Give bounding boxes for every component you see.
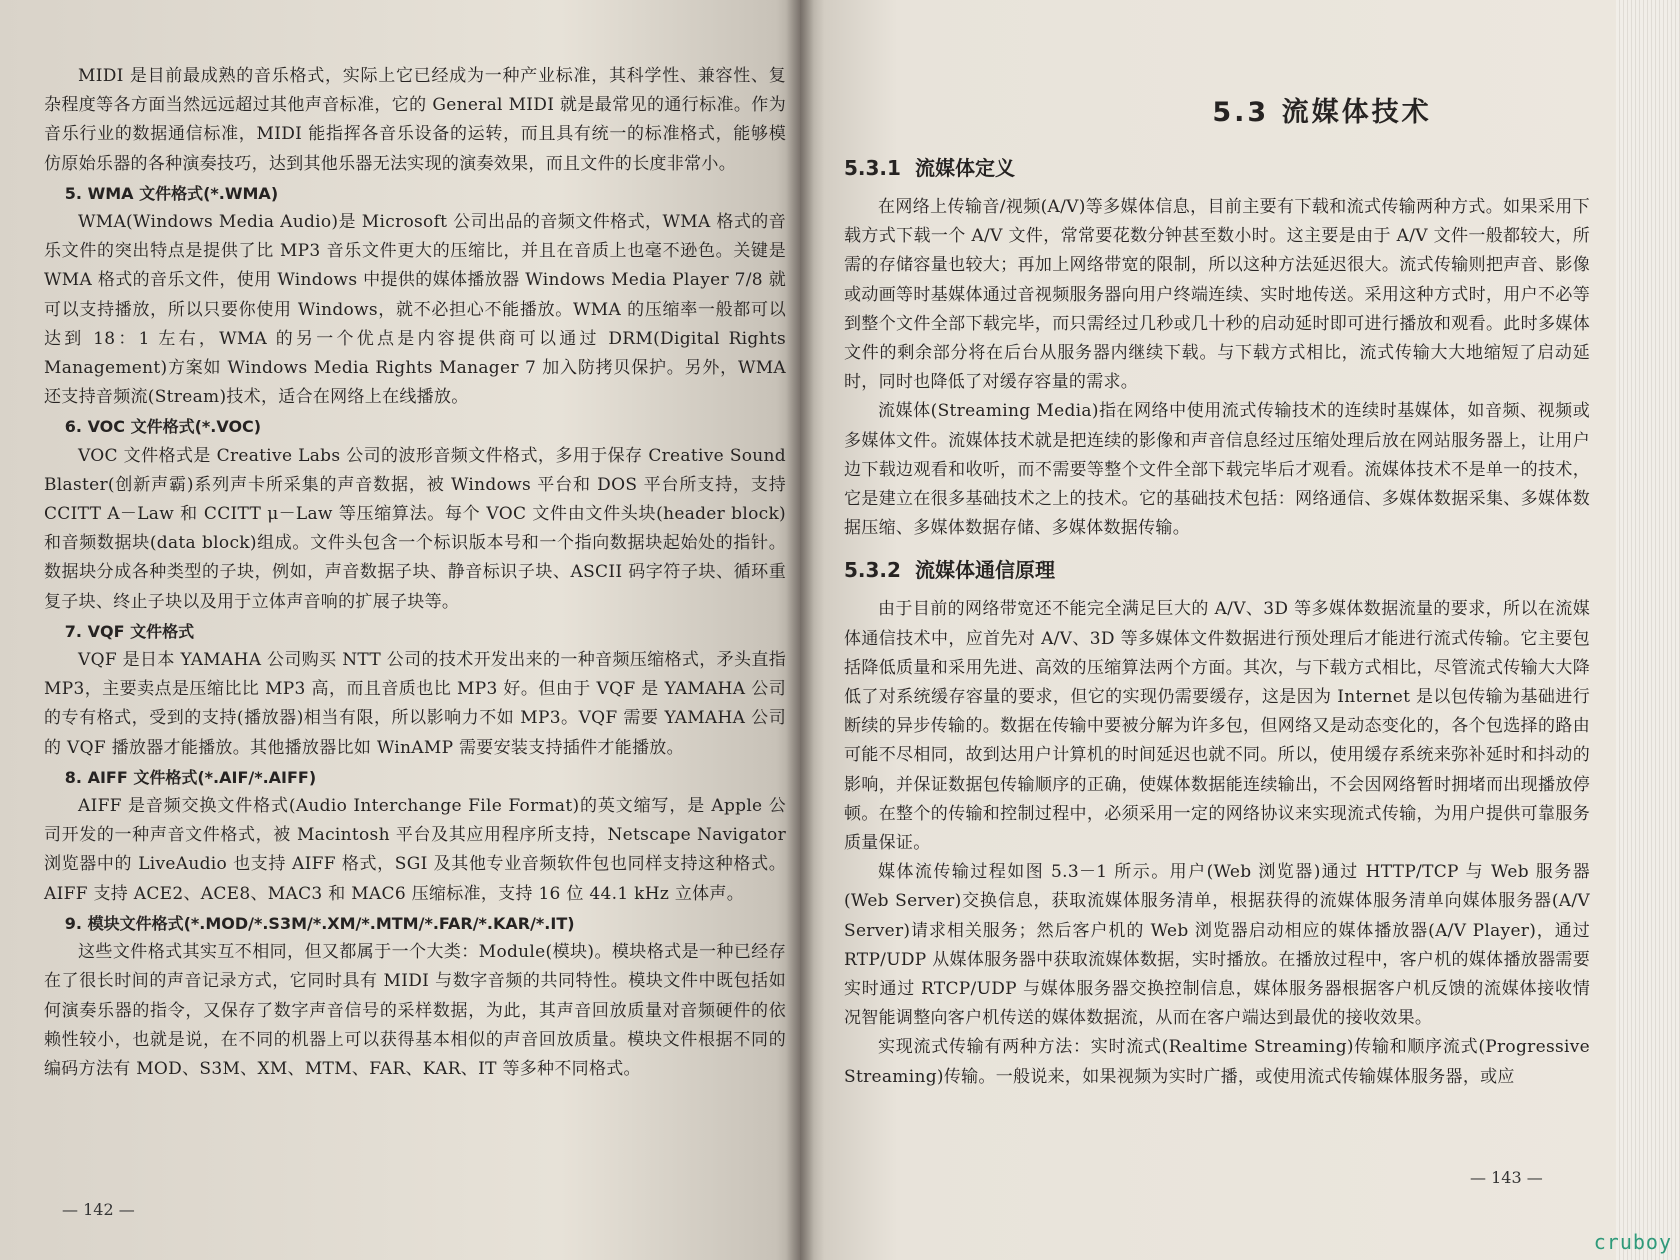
subsection-title: 流媒体通信原理	[914, 558, 1055, 583]
paragraph: 实现流式传输有两种方法：实时流式(Realtime Streaming)传输和顺序流式(Progressive Streaming)传输。一般说来，如果视频为实时广播，或使用流式传输媒体服务器，或应	[844, 1037, 1590, 1087]
format-heading: 8. AIFF 文件格式(*.AIF/*.AIFF)	[64, 767, 317, 787]
left-page-content	[44, 62, 786, 1084]
subsection-number: 5.3.2	[844, 558, 901, 583]
watermark-text: cruboy	[1593, 1230, 1672, 1254]
paragraph: MIDI 是目前最成熟的音乐格式，实际上它已经成为一种产业标准，其科学性、兼容性、复杂程度等各方面当然远远超过其他声音标准，它的 General MIDI 就是最常见的通行标准。作为音乐行业的数据通信标准，MIDI 能指挥各音乐设备的运转，而且具有统一的标准格式，能够模仿原始乐器的各种演奏技巧，达到其他乐器无法实现的演奏效果，而且文件的长度非常小。	[44, 66, 786, 174]
subsection-number: 5.3.1	[844, 156, 901, 180]
right-page	[800, 0, 1616, 1260]
paragraph: 媒体流传输过程如图 5.3－1 所示。用户(Web 浏览器)通过 HTTP/TCP 与 Web 服务器(Web Server)交换信息，获取流媒体服务清单，根据获得的流媒体服务清单向媒体服务器(A/V Server)请求相关服务；然后客户机的 Web 浏览器启动相应的媒体播放器(A/V Player)，通过 RTP/UDP 从媒体服务器中获取流媒体数据，实时播放。在播放过程中，客户机的媒体播放器需要实时通过 RTCP/UDP 与媒体服务器交换控制信息，媒体服务器根据客户机反馈的流媒体接收情况智能调整向客户机传送的媒体数据流，从而在客户端达到最优的接收效果。	[844, 862, 1590, 1029]
format-heading: 6. VOC 文件格式(*.VOC)	[64, 417, 262, 437]
paragraph: 这些文件格式其实互不相同，但又都属于一个大类：Module(模块)。模块格式是一种已经存在了很长时间的声音记录方式，它同时具有 MIDI 与数字音频的共同特性。模块文件中既包括如何演奏乐器的指令，又保存了数字声音信号的采样数据，为此，其声音回放质量对音频硬件的依赖性较小，也就是说，在不同的机器上可以获得基本相似的声音回放质量。模块文件根据不同的编码方法有 MOD、S3M、XM、MTM、FAR、KAR、IT 等多种不同格式。	[44, 942, 786, 1079]
left-page	[0, 0, 800, 1260]
format-heading: 9. 模块文件格式(*.MOD/*.S3M/*.XM/*.MTM/*.FAR/*.KAR/*.IT)	[64, 913, 575, 933]
subsection-heading-531	[844, 153, 1590, 183]
subsection-heading-532	[844, 555, 1590, 585]
paragraph: 流媒体(Streaming Media)指在网络中使用流式传输技术的连续时基媒体，如音频、视频或多媒体文件。流媒体技术就是把连续的影像和声音信息经过压缩处理后放在网站服务器上，让用户边下载边观看和收听，而不需要等整个文件全部下载完毕后才观看。流媒体技术不是单一的技术，它是建立在很多基础技术之上的技术。它的基础技术包括：网络通信、多媒体数据采集、多媒体数据压缩、多媒体数据存储、多媒体数据传输。	[844, 401, 1590, 539]
paragraph: 由于目前的网络带宽还不能完全满足巨大的 A/V、3D 等多媒体数据流量的要求，所以在流媒体通信技术中，应首先对 A/V、3D 等多媒体文件数据进行预处理后才能进行流式传输。它主要包括降低质量和采用先进、高效的压缩算法两个方面。其次，与下载方式相比，尽管流式传输大大降低了对系统缓存容量的要求，但它的实现仍需要缓存，这是因为 Internet 是以包传输为基础进行断续的异步传输的。数据在传输中要被分解为许多包，但网络又是动态变化的，各个包选择的路由可能不尽相同，故到达用户计算机的时间延迟也就不同。所以，使用缓存系统来弥补延时和抖动的影响，并保证数据包传输顺序的正确，使媒体数据能连续输出，不会因网络暂时拥堵而出现播放停顿。在整个的传输和控制过程中，必须采用一定的网络协议来实现流式传输，为用户提供可靠服务质量保证。	[844, 599, 1590, 854]
subsection-title: 流媒体定义	[914, 156, 1015, 180]
page-number-left: — 142 —	[62, 1200, 135, 1219]
section-title: 5.3 流媒体技术	[1212, 97, 1432, 128]
paragraph: VOC 文件格式是 Creative Labs 公司的波形音频文件格式，多用于保存 Creative Sound Blaster(创新声霸)系列声卡所采集的声音数据，被 Windows 平台和 DOS 平台所支持，支持 CCITT A－Law 和 CCITT μ－Law 等压缩算法。每个 VOC 文件由文件头块(header block)和音频数据块(data block)组成。文件头包含一个标识版本号和一个指向数据块起始处的指针。数据块分成各种类型的子块，例如，声音数据子块、静音标识子块、ASCII 码字符子块、循环重复子块、终止子块以及用于立体声音响的扩展子块等。	[44, 445, 786, 612]
book-gutter	[786, 0, 814, 1260]
page-edges	[1616, 0, 1680, 1260]
paragraph: 在网络上传输音/视频(A/V)等多媒体信息，目前主要有下载和流式传输两种方式。如果采用下载方式下载一个 A/V 文件，常常要花数分钟甚至数小时。这主要是由于 A/V 文件一般都较大，所需的存储容量也较大；再加上网络带宽的限制，所以这种方法延迟很大。流式传输则把声音、影像或动画等时基媒体通过音视频服务器向用户终端连续、实时地传送。采用这种方式时，用户不必等到整个文件全部下载完毕，而只需经过几秒或几十秒的启动延时即可进行播放和观看。此时多媒体文件的剩余部分将在后台从服务器内继续下载。与下载方式相比，流式传输大大地缩短了启动延时，同时也降低了对缓存容量的需求。	[844, 197, 1590, 393]
format-heading: 7. VQF 文件格式	[64, 621, 195, 641]
paragraph: VQF 是日本 YAMAHA 公司购买 NTT 公司的技术开发出来的一种音频压缩格式，矛头直指 MP3，主要卖点是压缩比比 MP3 高，而且音质也比 MP3 好。但由于 VQF 是 YAMAHA 公司的专有格式，受到的支持(播放器)相当有限，所以影响力不如 MP3。VQF 需要 YAMAHA 公司的 VQF 播放器才能播放。其他播放器比如 WinAMP 需要安装支持插件才能播放。	[44, 650, 786, 758]
paragraph: AIFF 是音频交换文件格式(Audio Interchange File Format)的英文缩写，是 Apple 公司开发的一种声音文件格式，被 Macintosh 平台及其应用程序所支持，Netscape Navigator 浏览器中的 LiveAudio 也支持 AIFF 格式，SGI 及其他专业音频软件包也同样支持这种格式。AIFF 支持 ACE2、ACE8、MAC3 和 MAC6 压缩标准，支持 16 位 44.1 kHz 立体声。	[44, 796, 786, 904]
page-number-right: — 143 —	[1470, 1168, 1543, 1187]
format-heading: 5. WMA 文件格式(*.WMA)	[64, 183, 279, 203]
paragraph: WMA(Windows Media Audio)是 Microsoft 公司出品的音频文件格式，WMA 格式的音乐文件的突出特点是提供了比 MP3 音乐文件更大的压缩比，并且在音质上也毫不逊色。关键是 WMA 格式的音乐文件，使用 Windows 中提供的媒体播放器 Windows Media Player 7/8 就可以支持播放，所以只要你使用 Windows，就不必担心不能播放。WMA 的压缩率一般都可以达到 18：1 左右，WMA 的另一个优点是内容提供商可以通过 DRM(Digital Rights Management)方案如 Windows Media Rights Manager 7 加入防拷贝保护。另外，WMA 还支持音频流(Stream)技术，适合在网络上在线播放。	[44, 212, 786, 408]
